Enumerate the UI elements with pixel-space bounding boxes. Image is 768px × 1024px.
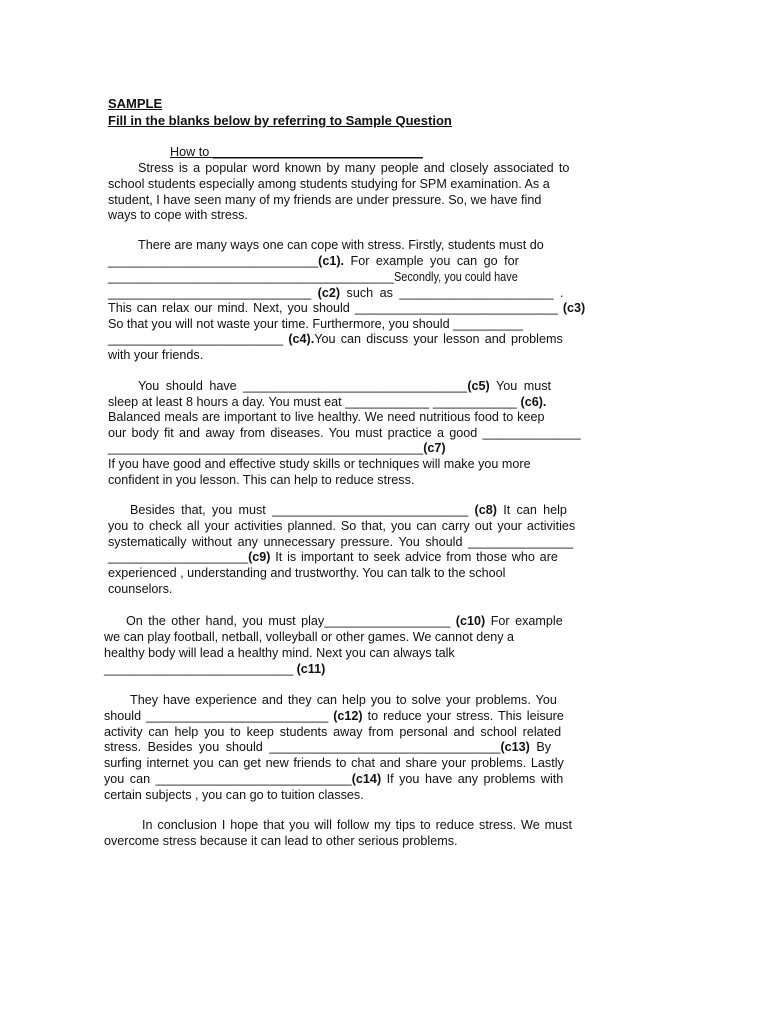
text-line [108, 348, 203, 364]
line-segment: sleep at least 8 hours a day. You must eat ____________ ____________ [108, 395, 521, 409]
line-segment: If you have good and effective study skills or techniques will make you more [108, 457, 531, 471]
text-line [104, 662, 325, 678]
line-segment: school students especially among students studying for SPM examination. As a [108, 177, 550, 191]
blank-label: (c11) [296, 662, 326, 676]
line-segment: _____________________________ [108, 286, 318, 300]
text-line [108, 441, 446, 457]
text-line [108, 566, 505, 582]
line-segment: It is important to seek advice from those who are [270, 550, 558, 564]
line-segment: confident in you lesson. This can help to reduce stress. [108, 473, 415, 487]
blank-label: (c14) [351, 772, 382, 786]
blank-label: (c6). [520, 395, 547, 409]
line-segment: ___________________________ [104, 662, 297, 676]
line-segment: There are many ways one can cope with stress. Firstly, students must do [138, 238, 544, 252]
text-line [108, 193, 541, 209]
text-line [108, 254, 519, 270]
line-segment: certain subjects , you can go to tuition classes. [104, 788, 364, 802]
text-line [108, 208, 248, 224]
blank-label: (c10) [455, 614, 486, 628]
text-line [142, 818, 572, 834]
line-segment: we can play football, netball, volleyball or other games. We cannot deny a [104, 630, 515, 644]
line-segment: For example you can go for [344, 254, 519, 268]
line-segment: You should have ________________________________ [138, 379, 468, 393]
line-segment: You must [489, 379, 552, 393]
text-line [126, 614, 563, 630]
text-line [108, 317, 523, 333]
sample-heading: SAMPLE [108, 96, 163, 111]
text-line [130, 693, 557, 709]
line-segment: ____________________ [108, 550, 249, 564]
text-line [108, 582, 172, 598]
text-line [138, 238, 544, 254]
instructions-heading: Fill in the blanks below by referring to Sample Question [108, 113, 452, 128]
line-segment: stress. Besides you should _________________________________ [104, 740, 501, 754]
line-segment: activity can help you to keep students away from personal and school related [104, 725, 562, 739]
line-segment: experienced , understanding and trustworthy. You can talk to the school [108, 566, 506, 580]
text-line [108, 457, 531, 473]
line-segment: systematically without any unnecessary pressure. You should _______________ [108, 535, 574, 549]
text-line [104, 709, 564, 725]
line-segment: you can ____________________________ [104, 772, 352, 786]
text-line [104, 834, 458, 850]
text-line [108, 473, 414, 489]
text-line [108, 535, 573, 551]
blank-label: (c7) [423, 441, 446, 455]
line-segment: should __________________________ [104, 709, 334, 723]
line-segment: How to ______________________________ [170, 145, 423, 159]
line-segment: surfing internet you can get new friends to chat and share your problems. Lastly [104, 756, 564, 770]
text-line [108, 270, 518, 286]
text-line [108, 395, 546, 411]
line-segment: such as ______________________ . [340, 286, 564, 300]
text-line [104, 756, 564, 772]
line-segment: with your friends. [108, 348, 204, 362]
text-line [108, 410, 544, 426]
text-line [108, 550, 558, 566]
line-segment: counselors. [108, 582, 173, 596]
blank-label: (c9) [248, 550, 271, 564]
blank-label: (c13) [500, 740, 530, 754]
line-segment: On the other hand, you must play__________________ [126, 614, 456, 628]
blank-label: (c3) [562, 301, 586, 315]
line-segment: They have experience and they can help you to solve your problems. You [130, 693, 557, 707]
line-segment: to reduce your stress. This leisure [362, 709, 564, 723]
text-line [138, 379, 551, 395]
blank-label: (c1). [318, 254, 345, 268]
line-segment: In conclusion I hope that you will follow my tips to reduce stress. We must [142, 818, 572, 832]
text-line [108, 301, 585, 317]
blank-label: (c4). [288, 332, 315, 346]
text-line [108, 426, 581, 442]
text-line [104, 630, 514, 646]
line-segment: You can discuss your lesson and problems [314, 332, 563, 346]
line-segment: healthy body will lead a healthy mind. Next you can always talk [104, 646, 455, 660]
line-segment: For example [485, 614, 563, 628]
line-segment: ______________________________ [108, 254, 319, 268]
text-line [104, 740, 551, 756]
line-segment: If you have any problems with [381, 772, 564, 786]
text-line [108, 286, 564, 302]
line-segment: _____________________________________________ [108, 441, 424, 455]
line-segment: _______________________________________________Secondly, you could have [108, 270, 518, 284]
text-line [130, 503, 567, 519]
line-segment: This can relax our mind. Next, you should _____________________________ [108, 301, 563, 315]
line-segment: Balanced meals are important to live healthy. We need nutritious food to keep [108, 410, 545, 424]
text-line [138, 161, 569, 177]
text-line [108, 519, 575, 535]
text-line [104, 725, 561, 741]
line-segment: you to check all your activities planned. So that, you can carry out your activities [108, 519, 576, 533]
line-segment: So that you will not waste your time. Furthermore, you should __________ [108, 317, 524, 331]
text-line [108, 177, 550, 193]
line-segment: By [529, 740, 552, 754]
line-segment: ways to cope with stress. [108, 208, 248, 222]
line-segment: overcome stress because it can lead to other serious problems. [104, 834, 458, 848]
line-segment: student, I have seen many of my friends are under pressure. So, we have find [108, 193, 542, 207]
blank-label: (c5) [467, 379, 490, 393]
text-line [104, 646, 455, 662]
text-line [104, 788, 364, 804]
blank-label: (c2) [317, 286, 341, 300]
text-line [170, 145, 423, 161]
line-segment: our body fit and away from diseases. You must practice a good ______________ [108, 426, 581, 440]
text-line [108, 332, 563, 348]
line-segment: It can help [496, 503, 567, 517]
blank-label: (c8) [474, 503, 497, 517]
line-segment: Stress is a popular word known by many people and closely associated to [138, 161, 570, 175]
blank-label: (c12) [333, 709, 363, 723]
line-segment: _________________________ [108, 332, 289, 346]
line-segment: Besides that, you must ____________________________ [130, 503, 475, 517]
text-line [104, 772, 563, 788]
